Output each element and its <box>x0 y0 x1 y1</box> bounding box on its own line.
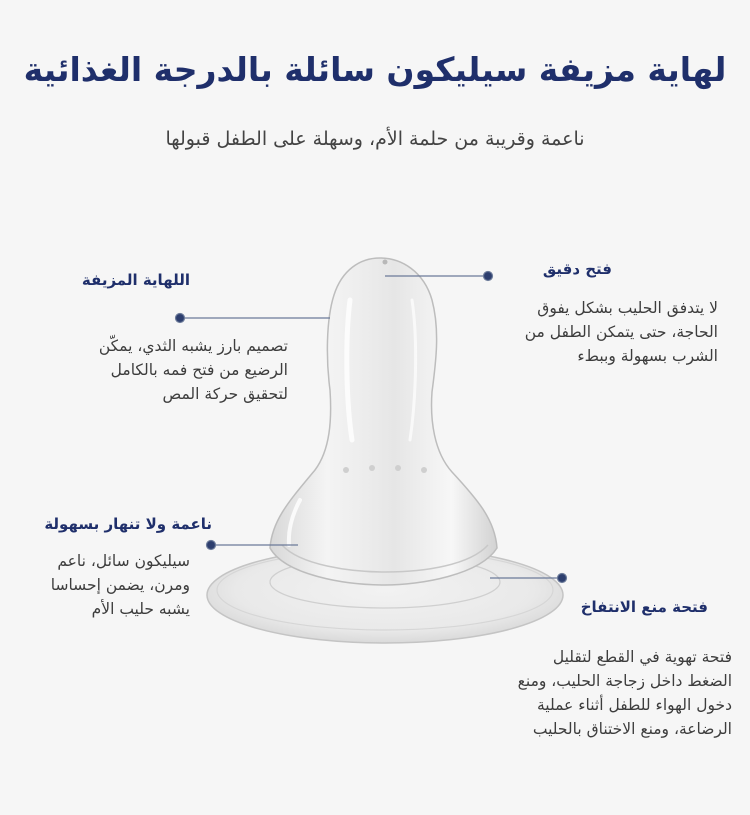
feature-desc-line: لا يتدفق الحليب بشكل يفوق <box>537 299 718 317</box>
feature-desc-line: لتحقيق حركة المص <box>162 385 288 403</box>
feature-desc-line: الرضاعة، ومنع الاختناق بالحليب <box>532 720 732 738</box>
feature-desc-line: الرضيع من فتح فمه بالكامل <box>110 361 288 379</box>
feature-desc-line: فتحة تهوية في القطع لتقليل <box>552 648 732 666</box>
callout-dot-fake-pacifier <box>176 314 185 323</box>
feature-title-soft: ناعمة ولا تنهار بسهولة <box>44 515 212 533</box>
feature-desc-line: دخول الهواء للطفل أثناء عملية <box>536 696 732 714</box>
feature-title-anti-colic: فتحة منع الانتفاخ <box>580 598 708 616</box>
feature-desc-line: الحاجة، حتى يتمكن الطفل من <box>524 323 718 341</box>
nipple-body <box>270 258 497 585</box>
feature-desc-line: سيليكون سائل، ناعم <box>57 552 190 570</box>
feature-desc-anti-colic <box>518 645 732 741</box>
page-title: لهاية مزيفة سيليكون سائلة بالدرجة الغذائية <box>23 50 727 89</box>
feature-desc-line: يشبه حليب الأم <box>91 600 190 618</box>
feature-desc-fake-pacifier <box>99 334 288 406</box>
feature-desc-precise-opening <box>525 296 718 368</box>
feature-title-fake-pacifier: اللهاية المزيفة <box>81 271 190 289</box>
feature-desc-line: الضغط داخل زجاجة الحليب، ومنع <box>517 672 732 690</box>
page-subtitle: ناعمة وقريبة من حلمة الأم، وسهلة على الطفل قبولها <box>165 128 585 150</box>
feature-desc-line: ومرن، يضمن إحساسا <box>50 576 190 594</box>
feature-desc-line: تصميم بارز يشبه الثدي، يمكّن <box>98 337 288 355</box>
callout-dot-soft <box>207 541 216 550</box>
feature-title-precise-opening: فتح دقيق <box>542 260 612 278</box>
callout-dot-precise-opening <box>484 272 493 281</box>
feature-desc-soft <box>51 549 190 621</box>
callout-dot-anti-colic <box>558 574 567 583</box>
feature-desc-line: الشرب بسهولة وببطء <box>577 347 718 365</box>
